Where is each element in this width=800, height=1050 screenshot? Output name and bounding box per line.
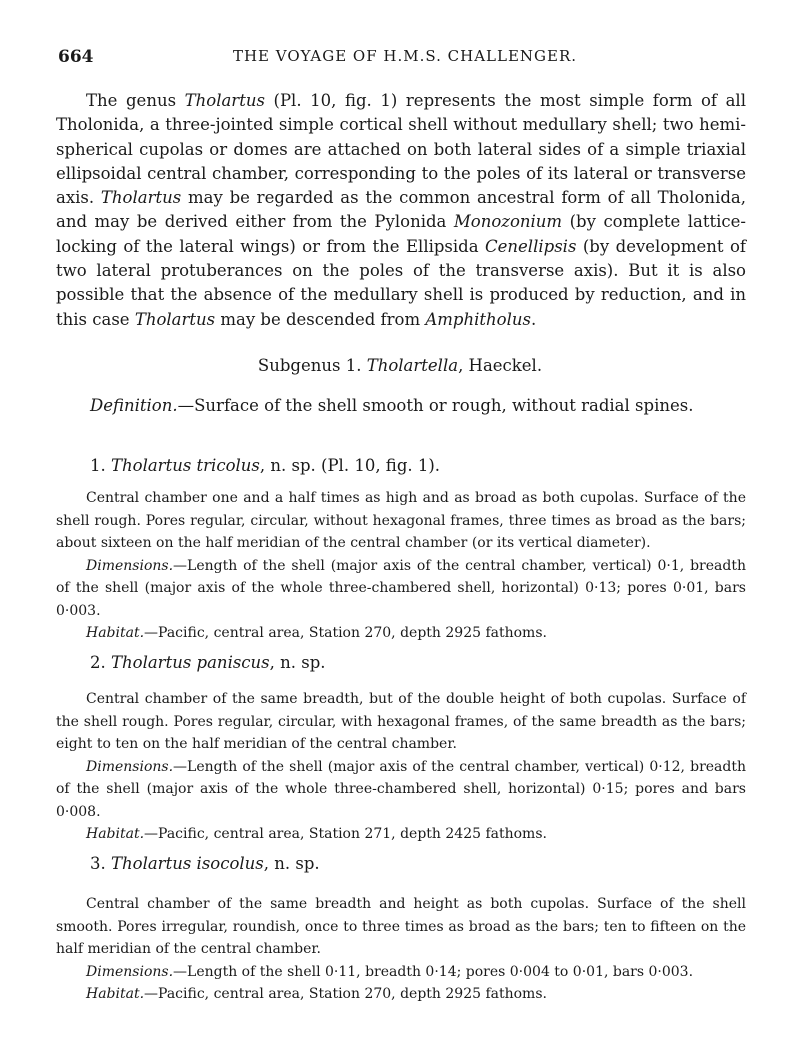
- intro-text: may be descended from: [215, 309, 426, 329]
- species-name: Tholartus tricolus: [111, 456, 260, 475]
- species-name: Tholartus isocolus: [111, 854, 264, 873]
- habitat-label: Habitat.: [86, 826, 145, 842]
- habitat-text: —Pacific, central area, Station 270, depth 2925 fathoms.: [144, 625, 547, 641]
- species-habitat: [56, 622, 746, 645]
- species-suffix: , n. sp. (Pl. 10, fig. 1).: [259, 456, 441, 475]
- subgenus-heading: [0, 356, 800, 375]
- species-description: Central chamber of the same breadth and height as both cupolas. Surface of the shell smooth. Pores irregular, roundish, once to three times as broad as the bars; ten to fifteen on the half meridian of the central chamber.: [56, 896, 746, 957]
- genus-name: Tholartus: [184, 91, 265, 110]
- species-dimensions: [56, 555, 746, 623]
- definition-label: Definition.: [90, 396, 178, 415]
- species-number: 2.: [90, 653, 111, 672]
- intro-text: The genus: [86, 91, 185, 110]
- intro-text: .: [530, 309, 537, 329]
- intro-text: (by development of two lateral protuberances on the poles of the transverse axis). But it is also possible that the absence of the medullary shell is produced by reduction, and in this case: [56, 236, 746, 329]
- definition-text: —Surface of the shell smooth or rough, without radial spines.: [177, 396, 694, 415]
- habitat-label: Habitat.: [86, 625, 145, 641]
- page-number: 664: [58, 47, 94, 67]
- dimensions-text: —Length of the shell (major axis of the central chamber, vertical) 0·1, breadth of the shell (major axis of the whole three-chambered shell, horizontal) 0·13; pores 0·01, bars 0·003.: [56, 557, 746, 619]
- genus-name: Monozonium: [453, 212, 563, 232]
- genus-name: Tholartus: [134, 309, 216, 329]
- definition: [90, 396, 750, 415]
- genus-name: Tholartus: [100, 188, 182, 208]
- subgenus-name: Tholartella: [366, 356, 459, 375]
- species-habitat: [56, 823, 746, 846]
- dimensions-text: —Length of the shell (major axis of the central chamber, vertical) 0·12, breadth of the shell (major axis of the whole three-chambered shell, horizontal) 0·15; pores and bars 0·008.: [56, 758, 746, 820]
- subgenus-suffix: , Haeckel.: [458, 356, 543, 375]
- dimensions-text: —Length of the shell 0·11, breadth 0·14; pores 0·004 to 0·01, bars 0·003.: [173, 963, 694, 980]
- intro-text: (Pl. 10, fig. 1) represents the most simple form of all Tholonida, a three-jointed simple cortical shell without medullary shell; two hemi-spherical cupolas or domes are attached on both lateral sides of a simple triaxial ellipsoidal central chamber, corresponding to the poles of its lateral or transverse axis.: [56, 91, 746, 208]
- genus-name: Amphitholus: [425, 309, 531, 329]
- intro-text: may be regarded as the common ancestral form of all Tholonida, and may be derived either from the Pylonida: [56, 188, 746, 232]
- species-suffix: , n. sp.: [269, 653, 326, 672]
- species-body: [56, 487, 746, 645]
- species-number: 1.: [90, 456, 111, 475]
- species-dimensions: [56, 961, 746, 984]
- species-number: 3.: [90, 854, 111, 873]
- species-description: Central chamber of the same breadth, but of the double height of both cupolas. Surface of the shell rough. Pores regular, circular, with hexagonal frames, of the same breadth as the bars; eight to ten on the half meridian of the central chamber.: [56, 691, 746, 752]
- habitat-text: —Pacific, central area, Station 271, depth 2425 fathoms.: [144, 826, 547, 842]
- species-body: [56, 893, 746, 1006]
- habitat-text: —Pacific, central area, Station 270, depth 2925 fathoms.: [144, 986, 547, 1002]
- species-dimensions: [56, 756, 746, 824]
- dimensions-label: Dimensions.: [86, 557, 174, 574]
- intro-paragraph: [56, 89, 746, 332]
- dimensions-label: Dimensions.: [86, 963, 174, 980]
- species-suffix: , n. sp.: [263, 854, 320, 873]
- habitat-label: Habitat.: [86, 986, 145, 1002]
- subgenus-prefix: Subgenus 1.: [257, 356, 367, 375]
- page-header: [58, 47, 752, 71]
- species-heading: [90, 854, 320, 873]
- species-heading: [90, 653, 326, 672]
- species-habitat: [56, 983, 746, 1006]
- genus-name: Cenellipsis: [485, 236, 577, 256]
- species-description: Central chamber one and a half times as high and as broad as both cupolas. Surface of the shell rough. Pores regular, circular, without hexagonal frames, three times as broad as the bars; about sixteen on the half meridian of the central chamber (or its vertical diameter).: [56, 490, 746, 551]
- intro-text: (by complete lattice-locking of the lateral wings) or from the Ellipsida: [56, 212, 747, 256]
- species-name: Tholartus paniscus: [111, 653, 270, 672]
- species-body: [56, 688, 746, 846]
- dimensions-label: Dimensions.: [86, 758, 174, 775]
- running-title: THE VOYAGE OF H.M.S. CHALLENGER.: [232, 47, 578, 65]
- species-heading: [90, 456, 440, 475]
